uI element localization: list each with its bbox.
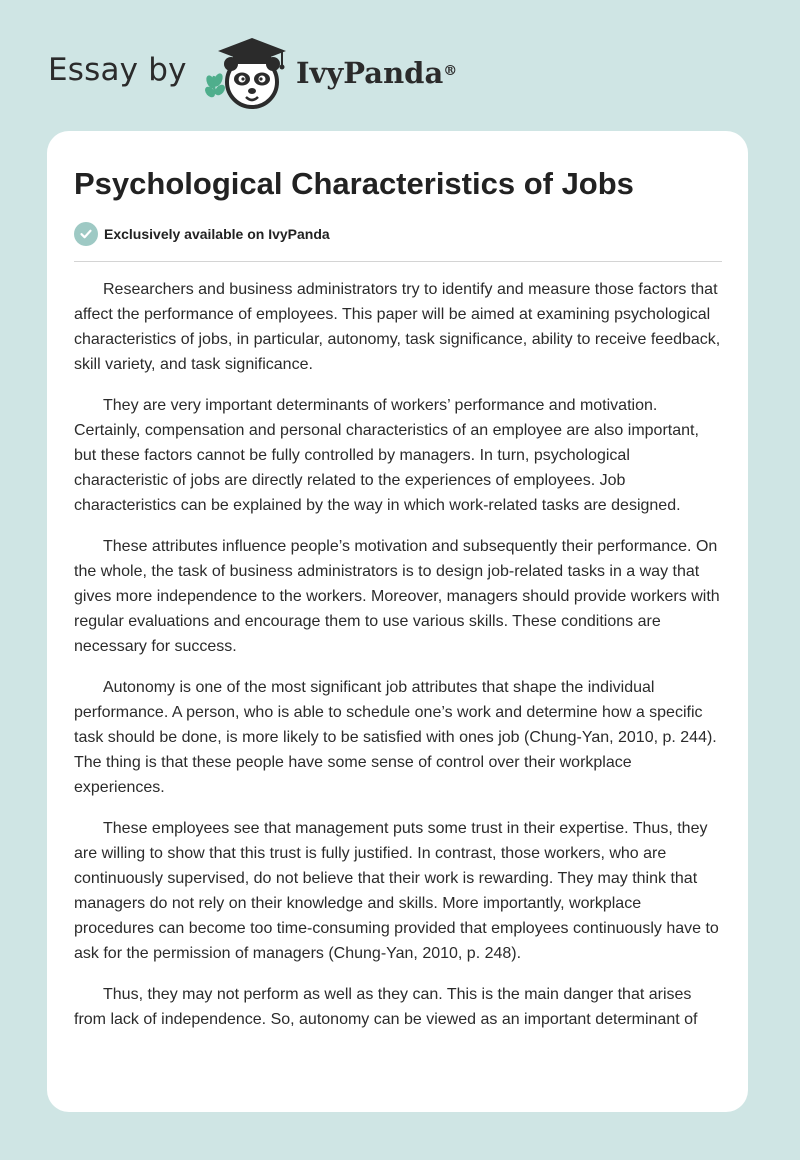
paragraph: Autonomy is one of the most significant job attributes that shape the individual performance. A person, who is able to schedule one’s work and determine how a specific task should be done, is more likely to be satisfied with ones job (Chung-Yan, 2010, p. 244). The thing is that these people have some sense of control over their workplace experiences. (74, 679, 717, 796)
paragraph: Thus, they may not perform as well as they can. This is the main danger that arises from lack of independence. So, autonomy can be viewed as an important determinant of (74, 986, 698, 1028)
brand-prefix: Essay by (48, 52, 187, 88)
paragraph: They are very important determinants of workers’ performance and motivation. Certainly, compensation and personal characteristics of an employee are also important, but these factors cannot be fully controlled by managers. In turn, psychological characteristic of jobs are directly related to the experiences of employees. Job characteristics can be explained by the way in which work-related tasks are designed. (74, 397, 699, 514)
badge-text: Exclusively available on IvyPanda (104, 226, 330, 242)
paragraph: These attributes influence people’s motivation and subsequently their performance. On the whole, the task of business administrators is to design job-related tasks in a way that gives more independence to the workers. Moreover, managers should provide workers with regular evaluations and encourage them to use various skills. These conditions are necessary for success. (74, 538, 720, 655)
paragraph: Researchers and business administrators try to identify and measure those factors that affect the performance of employees. This paper will be aimed at examining psychological characteristics of jobs, in particular, autonomy, task significance, ability to receive feedback, skill variety, and task significance. (74, 281, 721, 373)
essay-body (74, 277, 724, 1048)
brand-name[interactable]: IvyPanda® (296, 56, 458, 90)
site-header (0, 0, 800, 130)
panda-graduate-logo-icon[interactable] (202, 36, 292, 110)
essay-card (47, 131, 748, 1112)
page-title: Psychological Characteristics of Jobs (74, 166, 634, 201)
title-divider (74, 261, 722, 262)
paragraph: These employees see that management puts some trust in their expertise. Thus, they are willing to show that this trust is fully justified. In contrast, those workers, who are continuously supervised, do not believe that their work is rewarding. They may think that managers do not rely on their knowledge and skills. More importantly, workplace procedures can become too time-consuming provided that employees continuously have to ask for the permission of managers (Chung-Yan, 2010, p. 248). (74, 820, 719, 962)
trademark-symbol: ® (443, 63, 458, 79)
exclusive-badge (74, 222, 330, 246)
leaf-icon (203, 72, 227, 99)
check-circle-icon (74, 222, 98, 246)
